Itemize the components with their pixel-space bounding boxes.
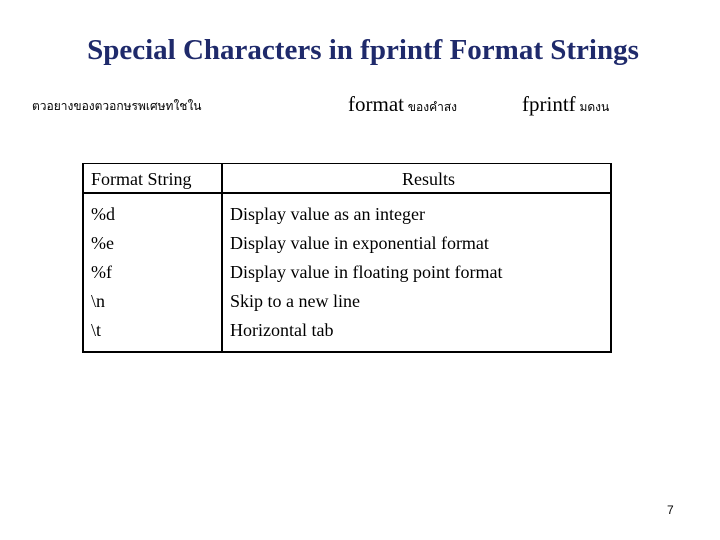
format-cell-n: \n [91,291,106,311]
result-cell-n: Skip to a new line [230,291,360,311]
page-number: 7 [667,503,674,517]
subtitle-thai-intro: ตวอยางของตวอกษรพเศษทใชใน [32,99,202,113]
format-cell-e: %e [91,233,114,253]
slide-title: Special Characters in fprintf Format Strings [87,34,639,66]
format-cell-f: %f [91,262,112,282]
result-cell-f: Display value in floating point format [230,262,503,282]
subtitle-format-word: format [348,92,404,116]
subtitle-fprintf-thai: มดงน [575,100,610,114]
header-divider [84,192,610,194]
header-results: Results [402,169,456,189]
format-cell-t: \t [91,320,102,340]
subtitle-fprintf-phrase [522,92,609,117]
subtitle-format-thai: ของคำสง [403,100,458,114]
result-cell-e: Display value in exponential format [230,233,489,253]
subtitle-fprintf-word: fprintf [522,92,576,116]
format-column [91,200,115,345]
format-cell-d: %d [91,204,115,224]
result-cell-t: Horizontal tab [230,320,334,340]
results-column [230,200,502,345]
result-cell-d: Display value as an integer [230,204,425,224]
header-format-string: Format String [91,169,192,189]
format-table [82,163,612,353]
subtitle-format-phrase [348,92,457,117]
